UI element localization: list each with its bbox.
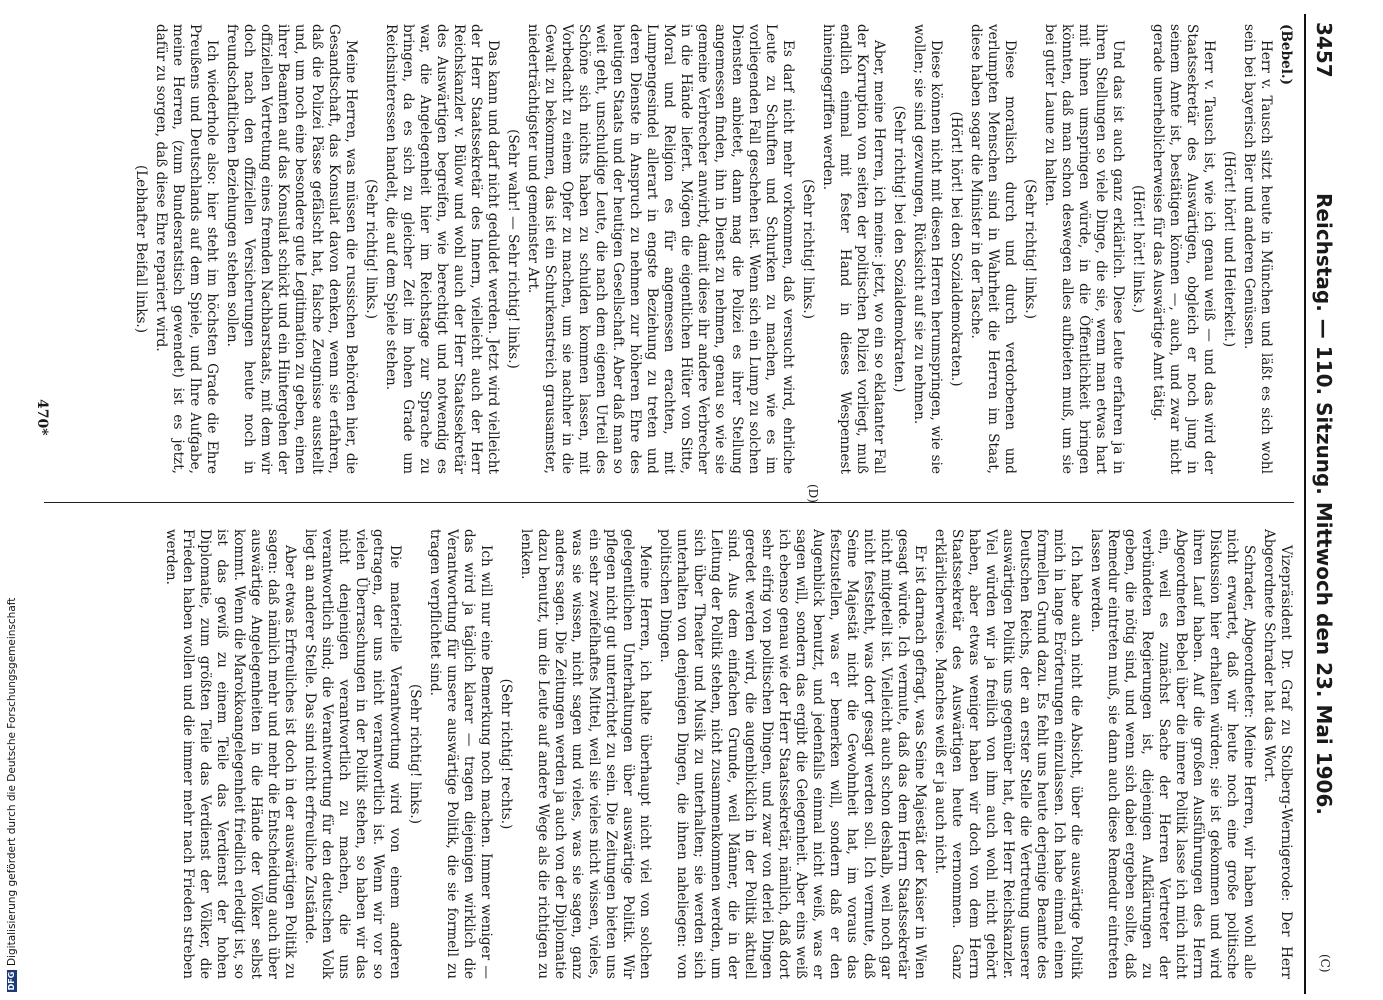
- left-column: [44, 24, 1294, 474]
- left-paragraph: Ich wiederhole also: hier steht im höchsten Grade die Ehre Preußens und Deutschlands auf dem Spiele, und Ihre Aufgabe, meine Herren, (zum Bundesratstisch gewendet) ist es jetzt, dafür zu sorgen, daß diese Ehre repariert wird.: [153, 24, 220, 474]
- left-interjection: (Hört! hört! bei den Sozialdemokraten.): [948, 111, 964, 387]
- left-paragraph: Meine Herren, was müssen die russischen Behörden hier, die Gesandtschaft, das Konsulat davon denken, wenn sie erfahren, daß die Polizei Pässe gefälscht hat, falsche Zeugnisse ausstellt und, um noch eine besondere gute Legitimation zu geben, einen ihrer Beamten auf das Konsulat schickt und ein Hintergehen der offiziellen Vertretung eines fremden Nachbarstaats, mit dem wir doch nach den offiziellen Versicherungen heute noch in freundschaftlichen Beziehungen stehen sollen.: [224, 24, 359, 474]
- left-interjection: (Sehr richtig! links.): [363, 178, 379, 320]
- right-paragraph: Er ist darnach gefragt, was Seine Majestät der Kaiser in Wien gesagt würde. Ich vermute, daß das dem Herrn Staatssekretär nicht mitgeteilt ist. Vielleicht auch schon deshalb, weil noch gar nicht feststeht, was dort gesagt werden soll. Ich vermute, daß Seine Majestät nicht die Gewohnheit hat, im voraus das festzustellen, was er bemerken will, sondern daß er den Augenblick benutzt, und jedenfalls einmal nicht weiß, was er sagen will, sondern das ergibt die Gelegenheit. Aber eins weiß ich ebenso genau wie der Herr Staatssekretär, nämlich, daß dort sehr eifrig von politischen Dingen, und zwar von derlei Dingen geredet werden wird, die augenblicklich in der Politik aktuell sind. Aus dem einfachen Grunde, weil Männer, die in der Leitung der Politik stehen, nicht zusammenkommen werden, um sich über Theater und Musik zu unterhalten; sie werden sich unterhalten von denjenigen Dingen, die ihnen naheliegen: von politischen Dingen.: [657, 529, 928, 979]
- left-interjection: (Hört! hört! und Heiterkeit.): [1221, 150, 1237, 348]
- column-divider: [44, 502, 1294, 503]
- dfg-logo: DFG: [7, 971, 16, 991]
- margin-letter-d: (D): [806, 484, 820, 503]
- right-paragraph: Aber etwas Erfreuliches ist doch in der auswärtigen Politik zu sagen: daß nämlich mehr und mehr die Entscheidung auch über auswärtige Angelegenheiten in die Hände der Völker selbst kommt. Wenn die Marokkoangelegenheit friedlich erledigt ist, so ist das gewiß zu einem Teile das Verdienst der hohen Diplomatie, zum größten Teile das Verdienst der Völker, die Frieden haben wollen und die immer mehr nach Frieden streben werden.: [163, 529, 298, 979]
- left-paragraph: Es darf nicht mehr vorkommen, daß versucht wird, ehrliche Leute zu Schuften und Schurken zu machen, wie es im vorliegenden Fall geschehen ist. Wenn sich ein Lump zu solchen Diensten anbietet, dann mag die Polizei es ihrer Stellung angemessen finden, ihn in Dienst zu nehmen, genau so wie sie gemeine Verbrecher anwirbt, damit diese ihr andere Verbrecher in die Hände liefert. Mögen die eigentlichen Hüter von Sitte, Moral und Religion es für angemessen erachten, mit Lumpengesindel allerart in engste Beziehung zu treten und deren Dienste in Anspruch zu nehmen zur höheren Ehre des heutigen Staats und der heutigen Gesellschaft. Aber daß man so weit geht, unschuldige Leute, die nach dem eigenen Urteil des Schöne sich nichts haben zu schulden kommen lassen, mit Vorbedacht zu einem Opfer zu machen, um sie nachher in die Gewalt zu bekommen, das ist ein Schurkenstreich grausamster, niederträchtigster und gemeinster Art.: [525, 24, 796, 474]
- right-paragraph: Die materielle Verantwortung wird von einem anderen getragen, der uns nicht verantwortlich ist. Wenn wir vor so vielen Überraschungen in der Politik stehen, so haben wir das nicht denjenigen verantwortlich zu machen, die uns verantwortlich sind; die Verantwortung für den deutschen Volk liegt an anderer Stelle. Das sind nicht erfreuliche Zustände.: [302, 529, 403, 979]
- margin-letter-c: (C): [1318, 954, 1332, 973]
- left-interjection: (Sehr wahr! — Sehr richtig! links.): [505, 129, 521, 369]
- left-paragraph: Und das ist auch ganz erklärlich. Diese Leute erfahren ja in ihren Stellungen so viele Dinge, die sie, wenn man etwas hart mit ihnen umspringen würde, in die Öffentlichkeit bringen könnten, daß man schon deswegen alles aufbieten muß, um sie bei guter Laune zu halten.: [1042, 24, 1126, 474]
- left-interjection: (Hört! hört! links.): [1130, 184, 1146, 314]
- right-paragraph: Ich habe auch nicht die Absicht, über die auswärtige Politik mich in lange Erörterungen einzulassen. Ich habe einmal einen formellen Grund dazu. Es fehlt uns heute derjenige Beamte des Deutschen Reichs, der an erster Stelle die Vertretung unserer auswärtigen Politik uns gegenüber hat, der Herr Reichskanzler. Viel würden wir ja freilich von ihm auch wohl nicht gehört haben, aber etwas weniger haben wir doch von dem Herrn Staatssekretär des Auswärtigen heute vernommen. Ganz erklärlicherweise. Manches weiß er ja auch nicht.: [932, 529, 1084, 979]
- left-paragraph: Diese moralisch durch und durch verdorbenen und verlumpten Menschen sind in Wahrheit die Herren im Staat, diese haben sogar die Minister in der Tasche.: [968, 24, 1018, 474]
- left-paragraph: Herr v. Tausch ist, wie ich genau weiß — und das wird der Staatssekretär des Auswärtigen, obgleich er noch jung in seinem Amte ist, bestätigen können —, auch, und zwar nicht gerade unerheblicherweise für das Auswärtige Amt tätig.: [1150, 24, 1217, 474]
- left-interjection: (Lebhafter Beifall links.): [133, 164, 149, 334]
- right-paragraph: Schrader, Abgeordneter: Meine Herren, wir haben wohl alle nicht erwartet, daß wir heute noch eine große politische Diskussion hier erhalten würden; sie ist gekommen und wird ihren Lauf haben. Auf die großen Ausführungen des Herrn Abgeordneten Bebel über die innere Politik lasse ich mich nicht ein, weil es zunächst Sache der Herren Vertreter der verbündeten Regierungen ist, diejenigen Aufklärungen zu geben, die nötig sind, und wenn sich dabei ergeben sollte, daß Remedur eintreten muß, sie dann auch diese Remedur eintreten lassen werden.: [1088, 529, 1257, 979]
- right-paragraph: Vizepräsident Dr. Graf zu Stolberg-Wernigerode: Der Herr Abgeordnete Schrader hat das Wort.: [1261, 529, 1294, 979]
- left-interjection: (Sehr richtig! links.): [1022, 178, 1038, 320]
- page-number: 3457: [1312, 22, 1336, 78]
- speaker-prefix: (Bebel.): [1278, 24, 1294, 86]
- scanned-page: [20, 14, 1340, 994]
- left-paragraph: Das kann und darf nicht geduldet werden. Jetzt wird vielleicht der Herr Staatssekretär des Innern, vielleicht auch der Herr Reichskanzler v. Bülow und wohl auch der Herr Staatssekretär des Auswärtigen begreifen, wie berechtigt und notwendig es war, die Angelegenheit hier im Reichstage zur Sprache zu bringen, da es sich zu gleicher Zeit im hohen Grade um Reichsinteressen handelt, die auf dem Spiele stehen.: [383, 24, 501, 474]
- left-interjection: (Sehr richtig! links.): [800, 178, 816, 320]
- left-paragraph: Herr v. Tausch sitzt heute in München und läßt es sich wohl sein bei bayerisch Bier und anderen Genüssen.: [1241, 24, 1274, 474]
- right-interjection: (Sehr richtig! links.): [407, 683, 423, 825]
- digitization-note-text: Digitalisierung gefördert durch die Deutsche Forschungsgemeinschaft: [6, 597, 18, 966]
- right-interjection: (Sehr richtig! rechts.): [498, 678, 514, 830]
- left-interjection: (Sehr richtig! bei den Sozialdemokraten.): [891, 105, 907, 393]
- left-paragraph: Diese können nicht mit diesen Herren herumspringen, wie sie wollen; sie sind gezwungen, Rücksicht auf sie zu nehmen.: [911, 24, 944, 474]
- page-header: [1304, 14, 1340, 994]
- left-paragraph: Aber, meine Herren, ich meine: jetzt, wo ein so eklatanter Fall der Korruption von seiten der politischen Polizei vorliegt, muß endlich einmal mit fester Hand in dieses Wespennest hineingegriffen werden.: [820, 24, 887, 474]
- sheet-mark: 470*: [34, 399, 50, 436]
- digitization-note: [6, 0, 18, 992]
- header-title: Reichstag. — 110. Sitzung. Mittwoch den 23. Mai 1906.: [1312, 193, 1336, 815]
- right-column: [44, 529, 1294, 979]
- right-paragraph: Meine Herren, ich halte überhaupt nicht viel von solchen gelegentlichen Unterhaltungen über auswärtige Politik. Wir pflegen nicht gut unterrichtet zu sein. Die Zeitungen bieten uns ein sehr zweifelhaftes Mittel, weil sie vieles nicht wissen, vieles, was sie wissen, nicht sagen und vieles, was sie sagen, ganz anders sagen. Die Zeitungen werden ja auch von der Diplomatie dazu benutzt, um die Leute auf andere Wege als die richtigen zu lenken.: [518, 529, 653, 979]
- right-paragraph: Ich will nur eine Bemerkung noch machen. Immer weniger — das wird ja täglich klarer — tragen diejenigen wirklich die Verantwortung für unsere auswärtige Politik, die sie formell zu tragen verpflichtet sind.: [427, 529, 494, 979]
